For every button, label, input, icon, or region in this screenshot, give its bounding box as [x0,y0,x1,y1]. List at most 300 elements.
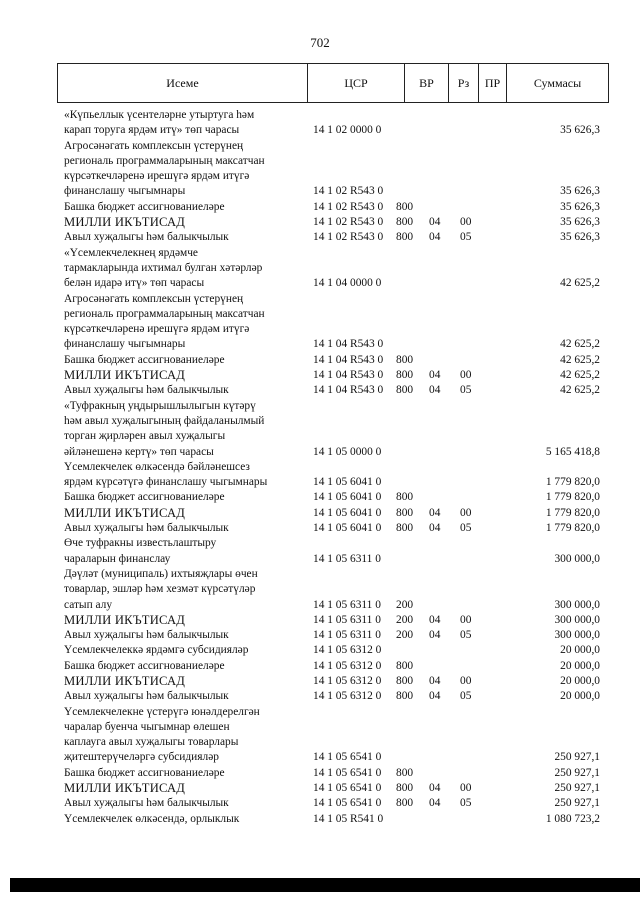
table-row [64,383,600,398]
cell-name: Авыл хуҗалыгы һәм балыкчылык [64,797,229,810]
cell-rz: 04 [429,613,441,626]
table-row [64,536,600,551]
cell-pr [460,567,500,582]
cell-csr: 14 1 02 R543 0 [313,185,384,198]
cell-pr: 00 [460,506,472,519]
cell-pr [460,552,500,567]
cell-rz: 04 [429,384,441,397]
table-row [64,781,600,796]
cell-csr: 14 1 05 6312 0 [313,659,382,672]
cell-pr: 05 [460,797,472,810]
cell-sum: 42 625,2 [560,369,600,382]
cell-name: чаралар буенча чыгымнар өлешен [64,720,230,733]
cell-csr: 14 1 04 R543 0 [313,338,384,351]
cell-pr: 05 [460,231,472,244]
cell-csr: 14 1 05 6311 0 [313,598,381,611]
cell-sum: 35 626,3 [560,185,600,198]
table-row [64,184,600,199]
cell-csr [300,536,396,551]
cell-rz [429,659,460,674]
cell-vr [396,337,429,352]
cell-csr: 14 1 05 6311 0 [313,552,381,565]
header-vr: ВР [405,64,449,102]
cell-csr [300,567,396,582]
cell-rz [429,705,460,720]
cell-name: Үсемлекчелек өлкәсендә бәйләнешсез [64,460,250,473]
cell-name: МИЛЛИ ИКЪТИСАД [64,781,186,796]
cell-vr [396,582,429,597]
cell-sum [500,429,600,444]
cell-sum [500,108,600,123]
cell-csr: 14 1 05 6041 0 [313,491,382,504]
table-row [64,429,600,444]
cell-rz [429,475,460,490]
cell-rz [429,812,460,827]
cell-sum: 42 625,2 [560,384,600,397]
cell-name: Авыл хуҗалыгы һәм балыкчылык [64,384,229,397]
cell-name: Башка бюджет ассигнованиеләре [64,200,225,213]
cell-rz [429,643,460,658]
cell-csr [300,399,396,414]
cell-sum [500,261,600,276]
cell-pr: 05 [460,522,472,535]
table-row [64,521,600,536]
cell-vr: 800 [396,522,414,535]
cell-pr: 00 [460,216,472,229]
table-row [64,552,600,567]
table-row [64,460,600,475]
cell-vr [396,307,429,322]
cell-vr [396,445,429,460]
cell-pr [460,735,500,750]
header-csr: ЦСР [308,64,405,102]
cell-pr [460,659,500,674]
cell-pr [460,169,500,184]
cell-rz: 04 [429,797,441,810]
cell-name: МИЛЛИ ИКЪТИСАД [64,673,186,688]
cell-vr [396,292,429,307]
cell-csr: 14 1 02 R543 0 [313,216,384,229]
cell-pr: 00 [460,613,472,626]
table-row [64,628,600,643]
cell-rz [429,552,460,567]
cell-rz [429,261,460,276]
cell-csr: 14 1 05 6312 0 [313,674,382,687]
cell-vr [396,169,429,184]
cell-csr [300,460,396,475]
cell-name: МИЛЛИ ИКЪТИСАД [64,368,186,383]
cell-sum: 20 000,0 [560,644,600,657]
table-row [64,200,600,215]
cell-pr [460,705,500,720]
cell-pr [460,598,500,613]
table-row [64,705,600,720]
cell-rz: 04 [429,522,441,535]
cell-rz [429,200,460,215]
table-row [64,720,600,735]
cell-vr [396,139,429,154]
cell-vr: 800 [396,231,414,244]
cell-csr: 14 1 05 6541 0 [313,751,382,764]
cell-sum: 250 927,1 [554,797,600,810]
cell-rz [429,307,460,322]
cell-vr [396,460,429,475]
cell-sum [500,735,600,750]
cell-rz [429,445,460,460]
cell-vr [396,720,429,735]
cell-rz: 04 [429,216,441,229]
cell-vr: 800 [396,491,414,504]
cell-pr [460,750,500,765]
cell-name: «Күпьеллык үсентеләрне утыртуга һәм [64,109,255,121]
cell-rz [429,353,460,368]
cell-vr [396,261,429,276]
cell-csr [300,246,396,261]
cell-vr: 200 [396,629,414,642]
cell-sum: 250 927,1 [554,782,600,795]
cell-pr [460,261,500,276]
cell-vr: 800 [396,797,414,810]
cell-sum: 42 625,2 [560,277,600,290]
cell-pr: 00 [460,782,472,795]
table-row [64,490,600,505]
cell-csr [300,139,396,154]
cell-vr: 800 [396,216,414,229]
cell-name: белән идарә итү» төп чарасы [64,277,205,290]
cell-pr [460,414,500,429]
cell-pr: 05 [460,690,472,703]
cell-vr: 800 [396,353,414,366]
table-row [64,123,600,138]
table-row [64,108,600,123]
cell-pr [460,184,500,199]
cell-vr [396,812,429,827]
cell-csr: 14 1 05 6312 0 [313,644,382,657]
header-name: Исеме [58,64,308,102]
cell-name: күрсәткечләренә ирешүгә ярдәм итүгә [64,323,250,336]
cell-sum: 1 779 820,0 [545,506,600,519]
cell-name: Башка бюджет ассигнованиеләре [64,659,225,672]
cell-pr [460,475,500,490]
cell-name: Башка бюджет ассигнованиеләре [64,491,225,504]
cell-name: сатып алу [64,598,113,611]
cell-pr [460,445,500,460]
cell-pr [460,322,500,337]
table-body [64,108,600,827]
cell-name: финанслашу чыгымнары [64,338,186,351]
cell-sum: 35 626,3 [560,216,600,229]
cell-csr: 14 1 05 6311 0 [313,613,381,626]
cell-vr: 800 [396,506,414,519]
cell-sum: 42 625,2 [560,338,600,351]
table-row [64,322,600,337]
cell-vr: 800 [396,782,414,795]
table-row [64,506,600,521]
table-row [64,750,600,765]
cell-rz [429,720,460,735]
cell-sum [500,414,600,429]
cell-rz [429,337,460,352]
cell-vr [396,705,429,720]
table-row [64,812,600,827]
cell-sum [500,399,600,414]
cell-pr [460,276,500,291]
cell-sum: 35 626,3 [560,231,600,244]
table-row [64,215,600,230]
cell-vr: 200 [396,613,414,626]
cell-name: «Туфракның уңдырышлылыгын күтәрү [64,399,256,412]
cell-pr [460,246,500,261]
cell-rz [429,292,460,307]
cell-csr: 14 1 04 R543 0 [313,353,384,366]
cell-pr [460,720,500,735]
table-row [64,598,600,613]
cell-csr [300,108,396,123]
cell-name: һәм авыл хуҗалыгының файдаланылмый [64,414,265,427]
table-row [64,643,600,658]
table-row [64,230,600,245]
cell-rz [429,322,460,337]
cell-rz: 04 [429,690,441,703]
cell-sum: 300 000,0 [554,629,600,642]
header-rz: Рз [449,64,479,102]
cell-vr [396,567,429,582]
cell-name: Үсемлекчелекне үстерүгә юнәлдерелгән [64,705,260,718]
cell-name: Авыл хуҗалыгы һәм балыкчылык [64,690,229,703]
cell-sum [500,139,600,154]
table-row [64,689,600,704]
cell-sum [500,705,600,720]
cell-rz [429,154,460,169]
cell-pr [460,307,500,322]
cell-name: Авыл хуҗалыгы һәм балыкчылык [64,522,229,535]
table-row [64,292,600,307]
cell-csr: 14 1 05 6041 0 [313,476,382,489]
cell-vr: 800 [396,659,414,672]
table-row [64,337,600,352]
table-row [64,659,600,674]
scan-border [10,878,640,892]
cell-sum: 1 779 820,0 [545,522,600,535]
cell-sum [500,154,600,169]
cell-sum: 20 000,0 [560,690,600,703]
cell-rz [429,735,460,750]
cell-pr [460,429,500,444]
cell-rz: 04 [429,629,441,642]
cell-sum [500,322,600,337]
cell-sum: 35 626,3 [560,124,600,137]
cell-sum: 5 165 418,8 [545,445,600,458]
cell-csr [300,307,396,322]
table-row [64,307,600,322]
table-row [64,796,600,811]
cell-vr [396,750,429,765]
cell-csr [300,735,396,750]
cell-rz [429,429,460,444]
cell-name: Агросәнәгать комплексын үстерүнең [64,292,244,305]
cell-pr [460,490,500,505]
cell-vr: 800 [396,766,414,779]
cell-pr [460,108,500,123]
table-row [64,154,600,169]
table-row [64,475,600,490]
cell-vr [396,475,429,490]
cell-name: каплауга авыл хуҗалыгы товарлары [64,736,239,749]
cell-name: җитештерүчеләргә субсидияләр [64,751,219,764]
cell-sum: 35 626,3 [560,200,600,213]
cell-sum [500,307,600,322]
cell-vr [396,246,429,261]
cell-rz [429,123,460,138]
cell-rz [429,750,460,765]
cell-rz [429,414,460,429]
table-row [64,353,600,368]
cell-csr [300,154,396,169]
cell-rz [429,108,460,123]
cell-sum: 250 927,1 [554,751,600,764]
table-row [64,139,600,154]
cell-sum: 300 000,0 [554,552,600,565]
table-row [64,368,600,383]
header-pr: ПР [479,64,507,102]
cell-pr [460,139,500,154]
cell-rz [429,139,460,154]
cell-name: Авыл хуҗалыгы һәм балыкчылык [64,629,229,642]
table-header [57,63,609,103]
cell-name: чараларын финанслау [64,552,171,565]
cell-rz [429,276,460,291]
header-sum: Суммасы [533,75,582,90]
cell-rz [429,184,460,199]
cell-name: торган җирләрен авыл хуҗалыгы [64,430,226,443]
cell-rz [429,460,460,475]
table-row [64,246,600,261]
cell-name: карап торуга ярдәм итү» төп чарасы [64,124,240,137]
cell-csr [300,429,396,444]
cell-name: Дәүләт (муниципаль) ихтыяҗлары өчен [64,567,258,580]
cell-sum [500,292,600,307]
cell-vr [396,399,429,414]
cell-name: күрсәткечләренә ирешүгә ярдәм итүгә [64,170,250,183]
cell-csr: 14 1 05 6541 0 [313,782,382,795]
table-row [64,766,600,781]
cell-sum: 1 080 723,2 [545,812,600,825]
cell-name: әйләнешенә кертү» төп чарасы [64,445,214,458]
cell-rz [429,582,460,597]
cell-name: МИЛЛИ ИКЪТИСАД [64,612,186,627]
cell-name: тармакларында ихтимал булган хәтәрләр [64,261,263,274]
cell-rz [429,399,460,414]
table-row [64,613,600,628]
cell-vr [396,643,429,658]
cell-pr [460,123,500,138]
cell-name: региональ программаларының максатчан [64,307,265,320]
cell-rz [429,246,460,261]
cell-csr [300,414,396,429]
cell-vr [396,536,429,551]
cell-sum: 42 625,2 [560,353,600,366]
table-row [64,414,600,429]
cell-rz: 04 [429,782,441,795]
cell-rz [429,536,460,551]
cell-pr [460,460,500,475]
cell-rz: 04 [429,231,441,244]
table-row [64,567,600,582]
cell-csr [300,705,396,720]
cell-pr [460,766,500,781]
cell-rz: 04 [429,674,441,687]
cell-vr [396,123,429,138]
cell-sum: 300 000,0 [554,613,600,626]
cell-vr [396,154,429,169]
cell-csr: 14 1 05 6041 0 [313,522,382,535]
table-row [64,582,600,597]
cell-rz [429,567,460,582]
cell-csr [300,292,396,307]
cell-rz [429,490,460,505]
cell-pr: 05 [460,629,472,642]
cell-name: Үсемлекчелеккә ярдәмгә субсидияләр [64,644,249,657]
cell-pr [460,337,500,352]
cell-name: финанслашу чыгымнары [64,185,186,198]
cell-csr: 14 1 05 6312 0 [313,690,382,703]
cell-name: МИЛЛИ ИКЪТИСАД [64,215,186,230]
cell-pr [460,582,500,597]
cell-pr [460,812,500,827]
cell-pr [460,200,500,215]
cell-vr [396,184,429,199]
cell-csr: 14 1 05 0000 0 [313,445,382,458]
cell-csr: 14 1 02 0000 0 [313,124,382,137]
cell-name: Үсемлекчелек өлкәсендә, орлыклык [64,812,240,825]
cell-csr: 14 1 02 R543 0 [313,200,384,213]
cell-pr [460,399,500,414]
table-row [64,276,600,291]
cell-sum: 1 779 820,0 [545,476,600,489]
table-row [64,399,600,414]
cell-rz: 04 [429,506,441,519]
cell-vr: 800 [396,369,414,382]
cell-sum [500,582,600,597]
cell-csr [300,169,396,184]
cell-name: Башка бюджет ассигнованиеләре [64,353,225,366]
cell-pr: 05 [460,384,472,397]
cell-rz [429,169,460,184]
page-number: 702 [310,35,330,50]
cell-vr: 800 [396,674,414,687]
cell-csr: 14 1 05 6311 0 [313,629,381,642]
cell-csr: 14 1 04 0000 0 [313,277,382,290]
cell-sum: 20 000,0 [560,659,600,672]
cell-csr: 14 1 05 6541 0 [313,797,382,810]
cell-pr [460,292,500,307]
cell-vr [396,322,429,337]
cell-name: Агросәнәгать комплексын үстерүнең [64,139,244,152]
cell-vr [396,429,429,444]
table-row [64,261,600,276]
cell-vr: 800 [396,690,414,703]
table-row [64,674,600,689]
cell-pr [460,536,500,551]
cell-sum [500,246,600,261]
cell-sum [500,567,600,582]
cell-vr: 200 [396,598,414,611]
cell-csr [300,720,396,735]
cell-name: Авыл хуҗалыгы һәм балыкчылык [64,231,229,244]
cell-vr [396,552,429,567]
cell-pr: 00 [460,674,472,687]
cell-name: ярдәм күрсәтүгә финанслашу чыгымнары [64,476,268,489]
